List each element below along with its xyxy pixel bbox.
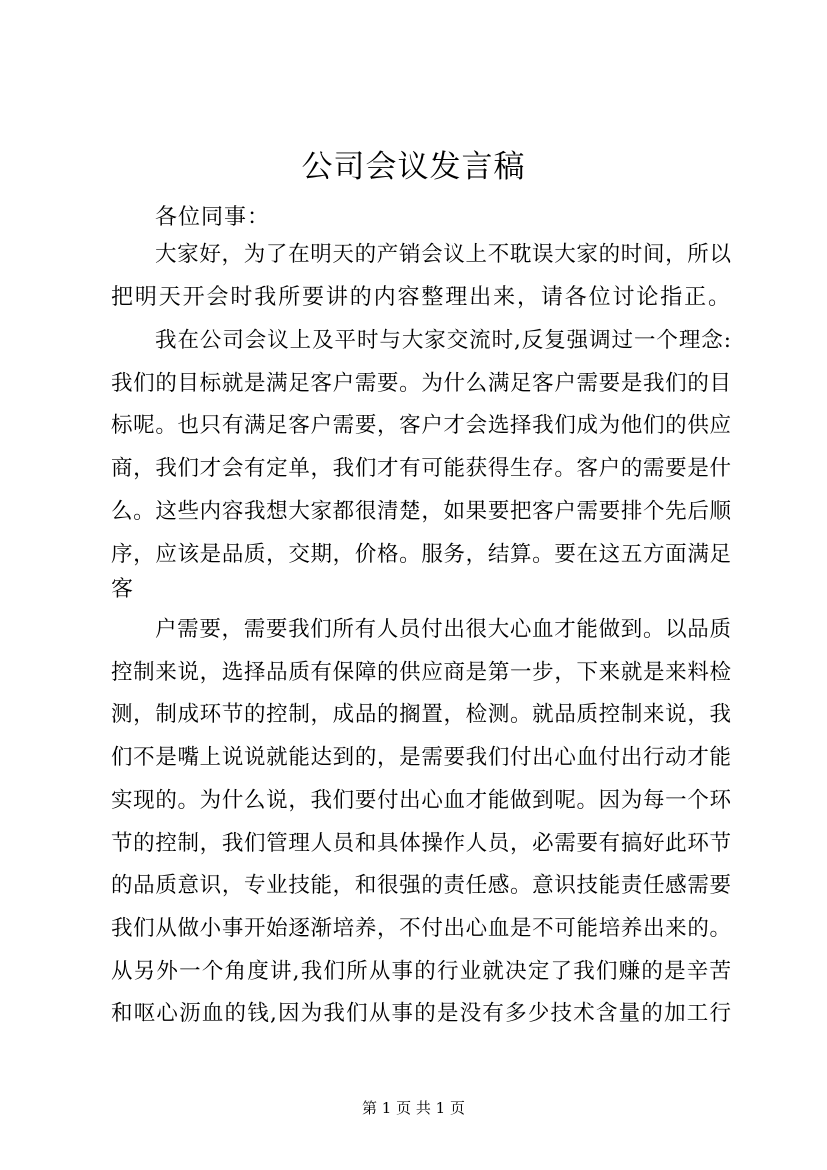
paragraph-line: 控制来说，选择品质有保障的供应商是第一步，下来就是来料检 <box>111 660 731 685</box>
paragraph-line: 商，我们才会有定单，我们才有可能获得生存。客户的需要是什 <box>111 456 731 481</box>
paragraph-line: 们不是嘴上说说就能达到的，是需要我们付出心血付出行动才能 <box>111 745 731 770</box>
paragraph-line: 大家好，为了在明天的产销会议上不耽误大家的时间，所以 <box>155 242 731 267</box>
paragraph-line: 标呢。也只有满足客户需要，客户才会选择我们成为他们的供应 <box>111 413 731 438</box>
paragraph-line: 我在公司会议上及平时与大家交流时,反复强调过一个理念: <box>155 328 731 353</box>
paragraph-line: 从另外一个角度讲,我们所从事的行业就决定了我们赚的是辛苦 <box>111 959 731 984</box>
paragraph-line: 节的控制，我们管理人员和具体操作人员，必需要有搞好此环节 <box>111 831 731 856</box>
paragraph-line: 户需要，需要我们所有人员付出很大心血才能做到。以品质 <box>155 617 731 642</box>
paragraph-line: 实现的。为什么说，我们要付出心血才能做到呢。因为每一个环 <box>111 788 731 813</box>
paragraph-line: 我们的目标就是满足客户需要。为什么满足客户需要是我们的目 <box>111 371 731 396</box>
paragraph-line: 和呕心沥血的钱,因为我们从事的是没有多少技术含量的加工行 <box>111 1001 731 1026</box>
page-number-footer: 第 1 页 共 1 页 <box>362 1099 465 1117</box>
paragraph-line: 我们从做小事开始逐渐培养，不付出心血是不可能培养出来的。 <box>111 916 731 941</box>
paragraph-line: 测，制成环节的控制，成品的搁置，检测。就品质控制来说，我 <box>111 702 731 727</box>
paragraph-line: 的品质意识，专业技能，和很强的责任感。意识技能责任感需要 <box>111 873 731 898</box>
document-title: 公司会议发言稿 <box>301 149 526 185</box>
paragraph-line: 客 <box>111 577 135 602</box>
paragraph-line: 序，应该是品质，交期，价格。服务，结算。要在这五方面满足 <box>111 542 731 567</box>
paragraph-line: 把明天开会时我所要讲的内容整理出来，请各位讨论指正。 <box>111 285 731 310</box>
paragraph-line: 么。这些内容我想大家都很清楚，如果要把客户需要排个先后顺 <box>111 499 731 524</box>
salutation: 各位同事： <box>155 205 271 230</box>
